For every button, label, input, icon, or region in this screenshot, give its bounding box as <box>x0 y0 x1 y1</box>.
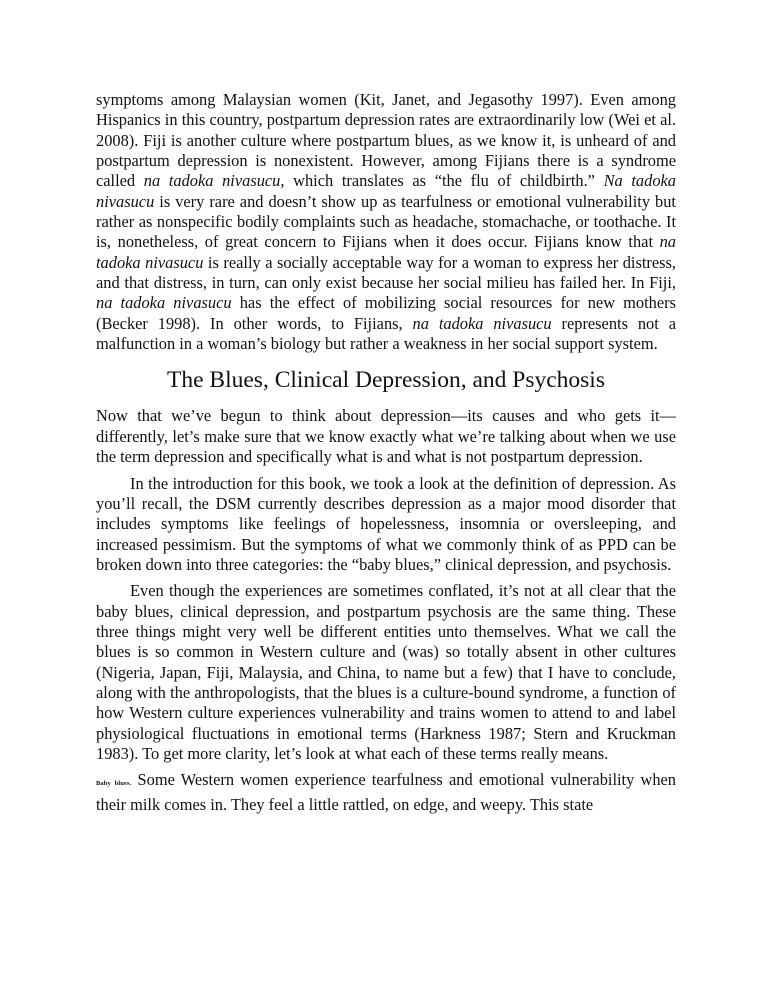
run-in-heading: Baby blues. <box>96 780 132 788</box>
text-span: represents not a malfunction in a woman’s biology but rather a weakness in her social support system. <box>96 313 676 354</box>
document-page <box>96 90 676 815</box>
paragraph-categories: Even though the experiences are sometimes conflated, it’s not at all clear that the baby blues, clinical depression, and postpartum psychosis are the same thing. These three things might very well be different entities unto themselves. What we call the blues is so common in Western culture and (was) so totally absent in other cultures (Nigeria, Japan, Fiji, Malaysia, and China, to name but a few) that I have to conclude, along with the anthropologists, that the blues is a culture-bound syndrome, a function of how Western culture experiences vulnerability and trains women to attend to and label physiological fluctuations in emotional terms (Harkness 1987; Stern and Kruckman 1983). To get more clarity, let’s look at what each of these terms really means. <box>96 581 676 763</box>
paragraph-fiji <box>96 90 676 354</box>
text-span: , which translates as “the flu of childbirth.” <box>280 171 604 191</box>
text-span: is very rare and doesn’t show up as tearfulness or emotional vulnerability but rather as nonspecific bodily complaints such as headache, stomachache, or toothache. It is, nonetheless, of great concern to Fijians when it does occur. Fijians know that <box>96 191 676 252</box>
text-span: Some Western women experience tearfulness and emotional vulnerability when their milk comes in. They feel a little rattled, on edge, and weepy. This state <box>96 770 676 814</box>
paragraph-baby-blues <box>96 770 676 815</box>
text-span: has the effect of mobilizing social resources for new mothers (Becker 1998). In other words, to Fijians, <box>96 293 676 333</box>
text-span: is really a socially acceptable way for a woman to express her distress, and that distress, in turn, can only exist because her social milieu has failed her. In Fiji, <box>96 252 676 293</box>
paragraph-intro: Now that we’ve begun to think about depression—its causes and who gets it—differently, let’s make sure that we know exactly what we’re talking about when we use the term depression and specifically what is and what is not postpartum depression. <box>96 406 676 467</box>
italic-term: na tadoka nivasucu <box>96 232 676 272</box>
italic-term: Na tadoka nivasucu <box>96 171 676 211</box>
text-span: symptoms among Malaysian women (Kit, Janet, and Jegasothy 1997). Even among Hispanics in this country, postpartum depression rates are extraordinarily low (Wei et al. 2008). Fiji is another culture where postpartum blues, as we know it, is unheard of and postpartum depression is nonexistent. However, among Fijians there is a syndrome called <box>96 90 676 191</box>
paragraph-definition: In the introduction for this book, we took a look at the definition of depression. As you’ll recall, the DSM currently describes depression as a major mood disorder that includes symptoms like feelings of hopelessness, insomnia or oversleeping, and increased pessimism. But the symptoms of what we commonly think of as PPD can be broken down into three categories: the “baby blues,” clinical depression, and psychosis. <box>96 473 676 574</box>
italic-term: na tadoka nivasucu <box>412 313 552 333</box>
section-heading: The Blues, Clinical Depression, and Psychosis <box>167 367 605 394</box>
italic-term: na tadoka nivasucu <box>143 171 281 191</box>
italic-term: na tadoka nivasucu <box>96 293 232 313</box>
